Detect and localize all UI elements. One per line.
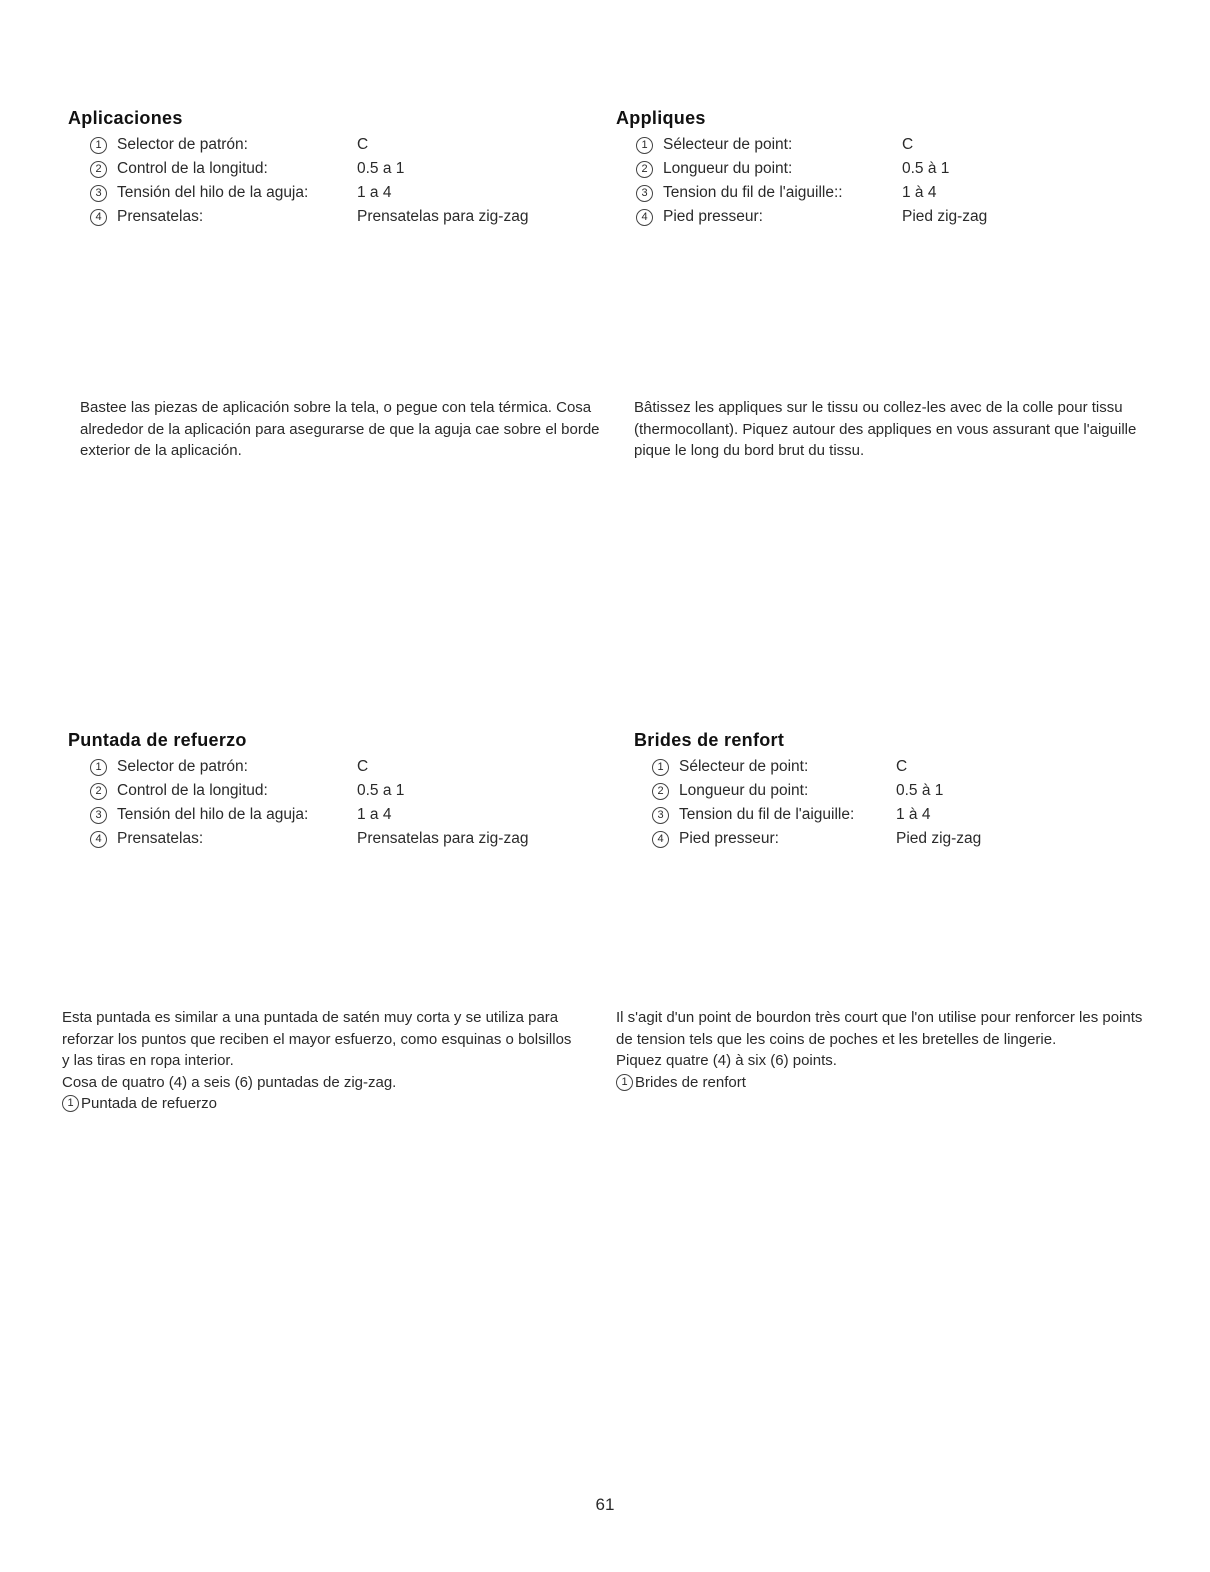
step-number-badge: 3 (636, 185, 653, 202)
section-title: Appliques (616, 108, 706, 128)
figure-note (616, 1072, 1146, 1094)
setting-row (634, 827, 1134, 851)
setting-row (634, 755, 1134, 779)
settings-list (616, 133, 1136, 229)
setting-value: C (896, 758, 908, 775)
setting-value: 1 à 4 (902, 184, 937, 201)
step-number-badge: 2 (90, 783, 107, 800)
step-number-badge: 4 (90, 831, 107, 848)
settings-list (634, 755, 1134, 851)
step-number-badge: 3 (652, 807, 669, 824)
section-title: Aplicaciones (68, 108, 183, 128)
section-aplicaciones (68, 108, 568, 229)
setting-value: Pied zig-zag (896, 830, 982, 847)
body-paragraph (634, 397, 1150, 462)
setting-value: 0.5 a 1 (357, 782, 405, 799)
setting-row (68, 133, 568, 157)
section-appliques (616, 108, 1136, 229)
setting-value: C (902, 136, 914, 153)
setting-value: Pied zig-zag (902, 208, 988, 225)
setting-row (68, 181, 568, 205)
setting-value: 0.5 à 1 (896, 782, 944, 799)
figure-note-label: Puntada de refuerzo (81, 1095, 217, 1112)
setting-row (634, 803, 1134, 827)
setting-label: Pied presseur: (663, 208, 763, 225)
paragraph-text: Il s'agit d'un point de bourdon très court que l'on utilise pour renforcer les points de tension tels que les coins de poches et les bretelles de lingerie. (616, 1009, 1143, 1048)
setting-row (634, 779, 1134, 803)
body-paragraph (62, 1007, 582, 1115)
setting-label: Pied presseur: (679, 830, 779, 847)
setting-label: Control de la longitud: (117, 160, 268, 177)
body-paragraph (616, 1007, 1146, 1093)
section-brides-de-renfort (634, 730, 1134, 851)
setting-row (616, 133, 1136, 157)
setting-label: Longueur du point: (679, 782, 809, 799)
setting-label: Selector de patrón: (117, 758, 248, 775)
setting-row (68, 779, 568, 803)
setting-label: Prensatelas: (117, 208, 204, 225)
setting-row (68, 205, 568, 229)
section-title: Brides de renfort (634, 730, 785, 750)
step-number-badge: 1 (90, 137, 107, 154)
figure-note-label: Brides de renfort (635, 1073, 746, 1091)
setting-row (68, 755, 568, 779)
paragraph-text: Esta puntada es similar a una puntada de satén muy corta y se utiliza para reforzar los puntos que reciben el mayor esfuerzo, como esquinas o bolsillos y las tiras en ropa interior. (62, 1009, 572, 1069)
setting-row (68, 157, 568, 181)
step-number-badge: 1 (636, 137, 653, 154)
setting-value: 1 a 4 (357, 806, 392, 823)
settings-list (68, 755, 568, 851)
setting-label: Selector de patrón: (117, 136, 248, 153)
setting-value: 0.5 a 1 (357, 160, 405, 177)
setting-value: 0.5 à 1 (902, 160, 950, 177)
page-number: 61 (595, 1495, 615, 1514)
step-number-badge: 4 (90, 209, 107, 226)
settings-list (68, 133, 568, 229)
step-number-badge: 2 (90, 161, 107, 178)
setting-label: Tension du fil de l'aiguille: (679, 806, 855, 823)
paragraph-text: Piquez quatre (4) à six (6) points. (616, 1052, 837, 1069)
step-number-badge: 1 (616, 1074, 633, 1091)
step-number-badge: 4 (652, 831, 669, 848)
paragraph-text: Bastee las piezas de aplicación sobre la tela, o pegue con tela térmica. Cosa alrededor de la aplicación para asegurarse de que la aguja cae sobre el borde exterior de la aplicación. (80, 399, 600, 459)
setting-row (616, 157, 1136, 181)
setting-label: Sélecteur de point: (679, 758, 809, 775)
setting-value: 1 a 4 (357, 184, 392, 201)
setting-label: Longueur du point: (663, 160, 793, 177)
setting-row (616, 205, 1136, 229)
figure-note (62, 1093, 582, 1115)
setting-value: C (357, 136, 369, 153)
section-puntada-de-refuerzo (68, 730, 568, 851)
setting-label: Prensatelas: (117, 830, 204, 847)
step-number-badge: 4 (636, 209, 653, 226)
setting-value: C (357, 758, 369, 775)
step-number-badge: 2 (652, 783, 669, 800)
setting-label: Control de la longitud: (117, 782, 268, 799)
step-number-badge: 3 (90, 807, 107, 824)
paragraph-text: Bâtissez les appliques sur le tissu ou collez-les avec de la colle pour tissu (thermocollant). Piquez autour des appliques en vous assurant que l'aiguille pique le long du bord brut du tissu. (634, 399, 1137, 459)
setting-value: Prensatelas para zig-zag (357, 830, 529, 847)
setting-label: Tension du fil de l'aiguille:: (663, 184, 843, 201)
setting-value: Prensatelas para zig-zag (357, 208, 529, 225)
setting-label: Tensión del hilo de la aguja: (117, 184, 309, 201)
setting-label: Sélecteur de point: (663, 136, 793, 153)
setting-value: 1 à 4 (896, 806, 931, 823)
setting-row (616, 181, 1136, 205)
step-number-badge: 1 (90, 759, 107, 776)
step-number-badge: 2 (636, 161, 653, 178)
step-number-badge: 1 (62, 1095, 79, 1112)
step-number-badge: 1 (652, 759, 669, 776)
setting-row (68, 803, 568, 827)
paragraph-text: Cosa de quatro (4) a seis (6) puntadas de zig-zag. (62, 1073, 397, 1091)
step-number-badge: 3 (90, 185, 107, 202)
setting-label: Tensión del hilo de la aguja: (117, 806, 309, 823)
body-paragraph (80, 397, 610, 462)
setting-row (68, 827, 568, 851)
section-title: Puntada de refuerzo (68, 730, 247, 750)
